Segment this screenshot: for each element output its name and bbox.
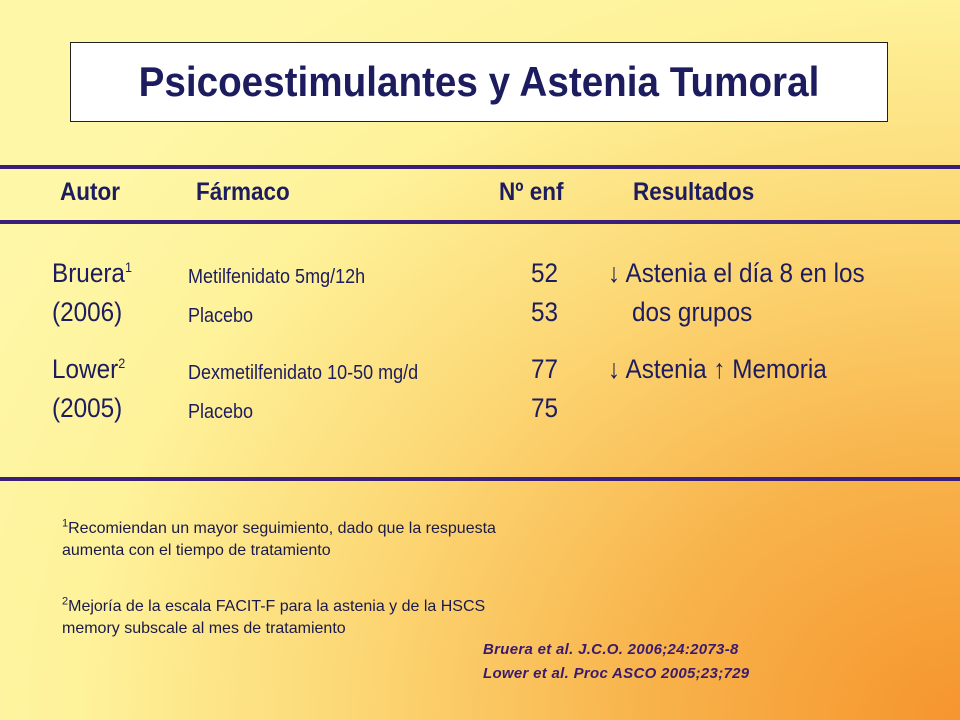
row2-farmaco-2: Placebo <box>188 401 254 423</box>
row2-autor-name: Lower <box>52 354 119 384</box>
slide-title: Psicoestimulantes y Astenia Tumoral <box>138 58 820 105</box>
row2-resultado-1: ↓ Astenia ↑ Memoria <box>608 354 827 384</box>
reference-1: Bruera et al. J.C.O. 2006;24:2073-8 <box>483 641 739 658</box>
row1-autor <box>52 258 132 289</box>
footnote-2-line1: $^2$Mejoría de la escala FACIT-F para la astenia y de la HSCS <box>62 595 486 615</box>
row2-n-1: 77 <box>531 354 559 384</box>
row2-autor-sup: 2 <box>118 355 126 371</box>
row2-n-2: 75 <box>531 393 559 423</box>
header-bottom-rule <box>0 220 960 224</box>
row2-autor <box>52 354 125 385</box>
row1-year: (2006) <box>52 297 123 327</box>
row2-year: (2005) <box>52 393 123 423</box>
row1-n-1: 52 <box>531 258 559 288</box>
title-box <box>70 42 888 122</box>
reference-2: Lower et al. Proc ASCO 2005;23;729 <box>483 665 750 682</box>
footnote-2-line2: memory subscale al mes de tratamiento <box>62 620 346 637</box>
header-autor: Autor <box>60 178 120 206</box>
row1-resultado-2: dos grupos <box>632 297 753 327</box>
row1-farmaco-1: Metilfenidato 5mg/12h <box>188 266 366 288</box>
header-resultados: Resultados <box>633 178 755 206</box>
header-top-rule <box>0 165 960 169</box>
row2-farmaco-1: Dexmetilfenidato 10-50 mg/d <box>188 362 419 384</box>
footnote-2 <box>62 596 485 640</box>
footnote-1 <box>62 518 496 562</box>
row1-resultado-1: ↓ Astenia el día 8 en los <box>608 258 865 288</box>
table-bottom-rule <box>0 477 960 481</box>
footnote-1-sup: 1 <box>62 517 69 530</box>
row1-n-2: 53 <box>531 297 559 327</box>
row1-farmaco-2: Placebo <box>188 305 254 327</box>
footnote-1-line1: $^1$Recomiendan un mayor seguimiento, dado que la respuesta <box>62 517 496 537</box>
footnote-1-line2: aumenta con el tiempo de tratamiento <box>62 542 331 559</box>
header-farmaco: Fármaco <box>196 178 290 206</box>
footnote-2-sup: 2 <box>62 595 69 608</box>
row1-autor-name: Bruera <box>52 258 125 288</box>
header-n-enf: Nº enf <box>499 178 564 206</box>
row1-autor-sup: 1 <box>124 259 132 275</box>
